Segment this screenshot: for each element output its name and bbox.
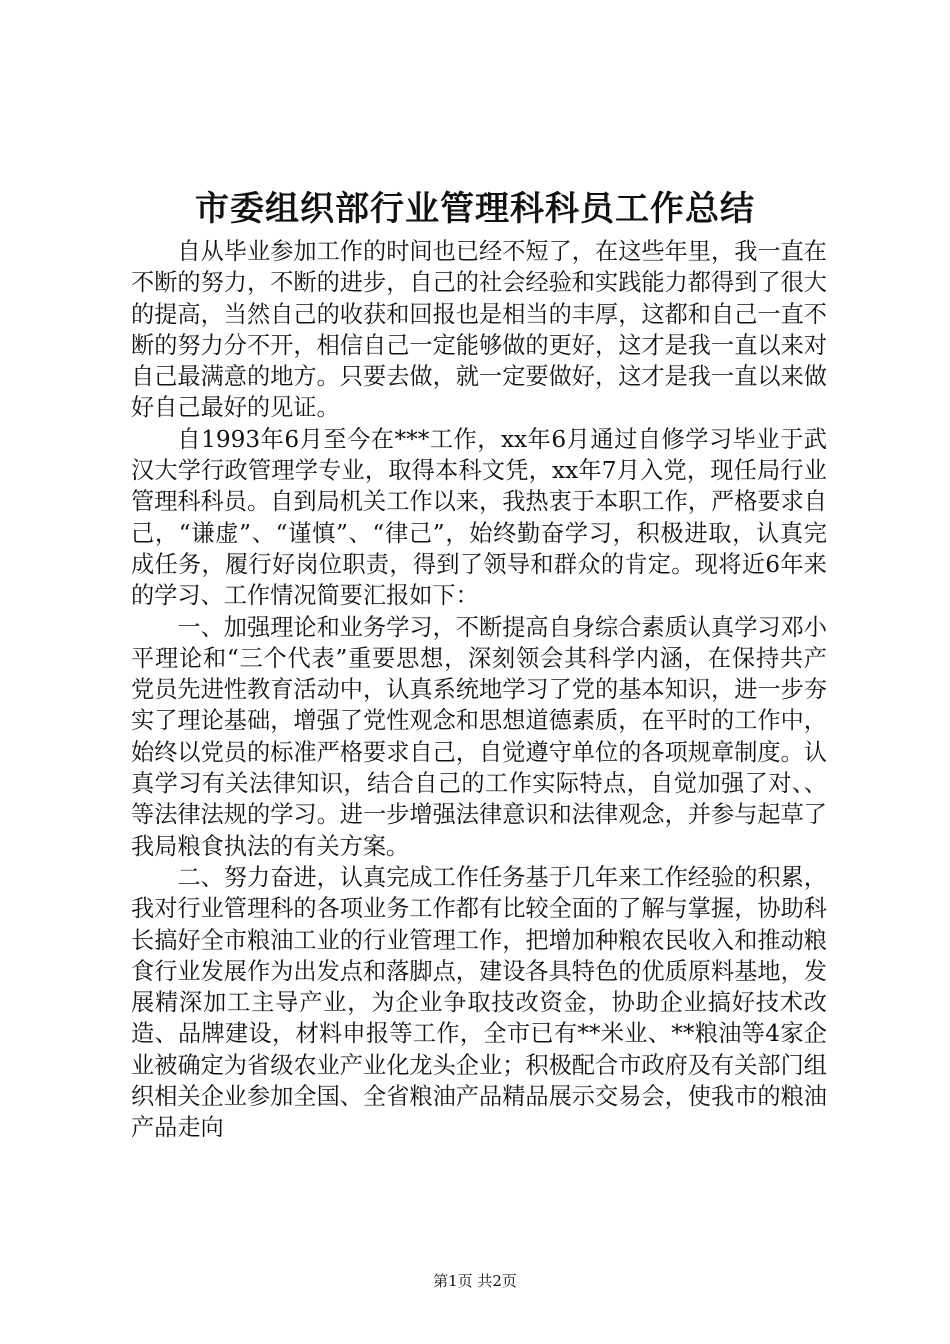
page-footer <box>0 1271 950 1291</box>
paragraph-background: 自1993年6月至今在***工作，xx年6月通过自修学习毕业于武汉大学行政管理学专业，取得本科文凭，xx年7月入党，现任局行业管理科科员。自到局机关工作以来，我热衷于本职工作，严格要求自己，“谦虚”、“谨慎”、“律己”，始终勤奋学习，积极进取，认真完成任务，履行好岗位职责，得到了领导和群众的肯定。现将近6年来的学习、工作情况简要汇报如下： <box>131 425 827 610</box>
document-body <box>131 236 827 1144</box>
page-indicator: 第1页 共2页 <box>433 1272 517 1290</box>
paragraph-section-one: 一、加强理论和业务学习，不断提高自身综合素质认真学习邓小平理论和“三个代表”重要思想，深刻领会其科学内涵，在保持共产党员先进性教育活动中，认真系统地学习了党的基本知识，进一步夯实了理论基础，增强了党性观念和思想道德素质，在平时的工作中，始终以党员的标准严格要求自己，自觉遵守单位的各项规章制度。认真学习有关法律知识，结合自己的工作实际特点，自觉加强了对、、等法律法规的学习。进一步增强法律意识和法律观念，并参与起草了我局粮食执法的有关方案。 <box>131 613 827 860</box>
paragraph-intro: 自从毕业参加工作的时间也已经不短了，在这些年里，我一直在不断的努力，不断的进步，自己的社会经验和实践能力都得到了很大的提高，当然自己的收获和回报也是相当的丰厚，这都和自己一直不断的努力分不开，相信自己一定能够做的更好，这才是我一直以来对自己最满意的地方。只要去做，就一定要做好，这才是我一直以来做好自己最好的见证。 <box>131 238 827 422</box>
document-title: 市委组织部行业管理科科员工作总结 <box>195 189 755 229</box>
paragraph-section-two: 二、努力奋进，认真完成工作任务基于几年来工作经验的积累，我对行业管理科的各项业务工作都有比较全面的了解与掌握，协助科长搞好全市粮油工业的行业管理工作，把增加种粮农民收入和推动粮食行业发展作为出发点和落脚点，建设各具特色的优质原料基地，发展精深加工主导产业，为企业争取技改资金，协助企业搞好技术改造、品牌建设，材料申报等工作，全市已有**米业、**粮油等4家企业被确定为省级农业产业化龙头企业；积极配合市政府及有关部门组织相关企业参加全国、全省粮油产品精品展示交易会，使我市的粮油产品走向 <box>131 863 827 1142</box>
